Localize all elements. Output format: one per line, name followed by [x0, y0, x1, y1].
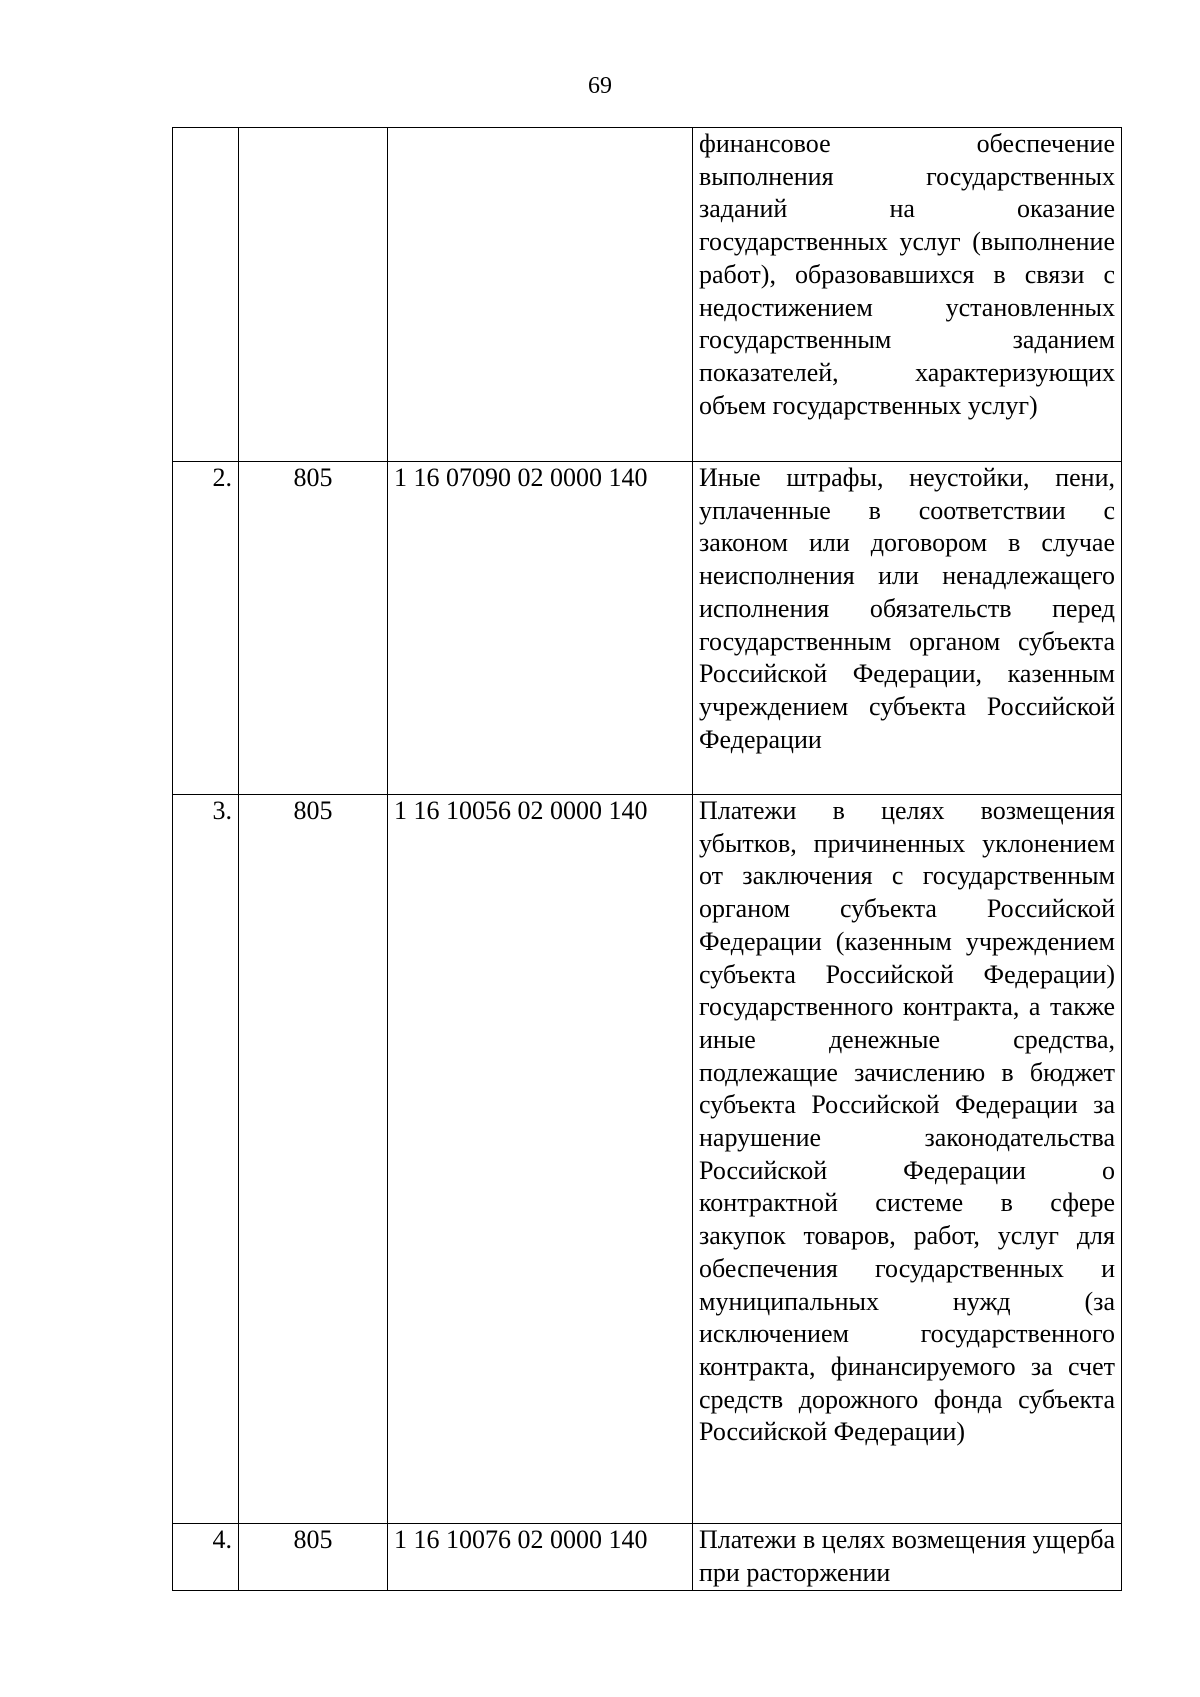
- row-number-cell: 3.: [173, 795, 239, 1524]
- table-row: [173, 128, 1122, 462]
- administrator-code-cell: 805: [239, 462, 388, 795]
- row-number-cell: 2.: [173, 462, 239, 795]
- administrator-code-cell: 805: [239, 795, 388, 1524]
- budget-classification-code-cell: [388, 128, 693, 462]
- revenue-description-cell: Платежи в целях возмещения убытков, причиненных уклонением от заключения с государственным органом субъекта Российской Федерации (казенным учреждением субъекта Российской Федерации) государственного контракта, а также иные денежные средства, подлежащие зачислению в бюджет субъекта Российской Федерации за нарушение законодательства Российской Федерации о контрактной системе в сфере закупок товаров, работ, услуг для обеспечения государственных и муниципальных нужд (за исключением государственного контракта, финансируемого за счет средств дорожного фонда субъекта Российской Федерации): [693, 795, 1122, 1524]
- administrator-code-cell: 805: [239, 1524, 388, 1591]
- row-number-cell: 4.: [173, 1524, 239, 1591]
- budget-classification-code-cell: 1 16 07090 02 0000 140: [388, 462, 693, 795]
- table-row: [173, 1524, 1122, 1591]
- revenue-codes-table: [172, 127, 1122, 1591]
- row-number-cell: [173, 128, 239, 462]
- budget-classification-code-cell: 1 16 10076 02 0000 140: [388, 1524, 693, 1591]
- administrator-code-cell: [239, 128, 388, 462]
- revenue-description-cell: Платежи в целях возмещения ущерба при расторжении: [693, 1524, 1122, 1591]
- page-number: 69: [588, 73, 612, 99]
- table-row: [173, 462, 1122, 795]
- budget-classification-code-cell: 1 16 10056 02 0000 140: [388, 795, 693, 1524]
- revenue-description-cell: финансовое обеспечение выполнения государственных заданий на оказание государственных услуг (выполнение работ), образовавшихся в связи с недостижением установленных государственным заданием показателей, характеризующих объем государственных услуг): [693, 128, 1122, 462]
- table-row: [173, 795, 1122, 1524]
- revenue-description-cell: Иные штрафы, неустойки, пени, уплаченные в соответствии с законом или договором в случае неисполнения или ненадлежащего исполнения обязательств перед государственным органом субъекта Российской Федерации, казенным учреждением субъекта Российской Федерации: [693, 462, 1122, 795]
